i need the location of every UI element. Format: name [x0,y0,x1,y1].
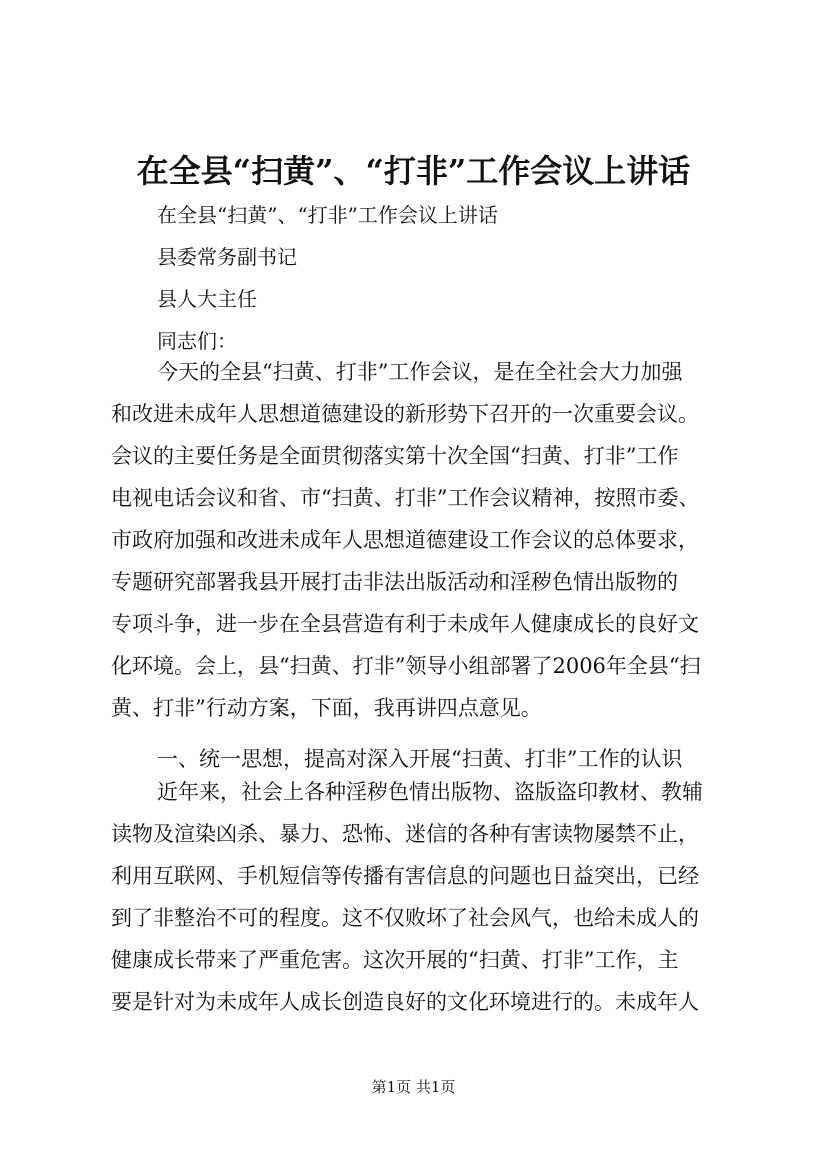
paragraph-line: 近年来，社会上各种淫秽色情出版物、盗版盗印教材、教辅 [157,780,703,804]
page-footer: 第1页 共1页 [371,1078,456,1096]
paragraph-line: 利用互联网、手机短信等传播有害信息的问题也日益突出，已经 [111,864,699,888]
paragraph-line: 黄、打非”行动方案，下面，我再讲四点意见。 [111,696,542,720]
paragraph-2 [111,776,731,1028]
paragraph-line: 专项斗争，进一步在全县营造有利于未成年人健康成长的良好文 [111,612,699,636]
paragraph-line: 要是针对为未成年人成长创造良好的文化环境进行的。未成年人 [111,990,699,1014]
paragraph-line: 读物及渲染凶杀、暴力、恐怖、迷信的各种有害读物屡禁不止， [111,822,699,846]
paragraph-line: 专题研究部署我县开展打击非法出版活动和淫秽色情出版物的 [111,570,678,594]
paragraph-line: 会议的主要任务是全面贯彻落实第十次全国“扫黄、打非”工作 [111,444,679,468]
paragraph-1 [111,356,731,734]
paragraph-line: 市政府加强和改进未成年人思想道德建设工作会议的总体要求， [111,528,699,552]
paragraph-line: 健康成长带来了严重危害。这次开展的“扫黄、打非”工作，主 [111,948,679,972]
paragraph-line: 到了非整治不可的程度。这不仅败坏了社会风气，也给未成人的 [111,906,699,930]
subtitle: 在全县“扫黄”、“打非”工作会议上讲话 [157,203,498,227]
paragraph-line: 化环境。会上，县“扫黄、打非”领导小组部署了2006年全县“扫 [111,654,701,678]
salutation: 同志们： [157,329,237,353]
paragraph-line: 和改进未成年人思想道德建设的新形势下召开的一次重要会议。 [111,402,699,426]
paragraph-line: 电视电话会议和省、市“扫黄、打非”工作会议精神，按照市委、 [111,486,700,510]
author-role-1: 县委常务副书记 [157,245,297,269]
section-heading-1: 一、统一思想，提高对深入开展“扫黄、打非”工作的认识 [157,747,683,771]
document-title: 在全县“扫黄”、“打非”工作会议上讲话 [136,152,691,190]
author-role-2: 县人大主任 [157,287,257,311]
paragraph-line: 今天的全县“扫黄、打非”工作会议，是在全社会大力加强 [157,360,683,384]
